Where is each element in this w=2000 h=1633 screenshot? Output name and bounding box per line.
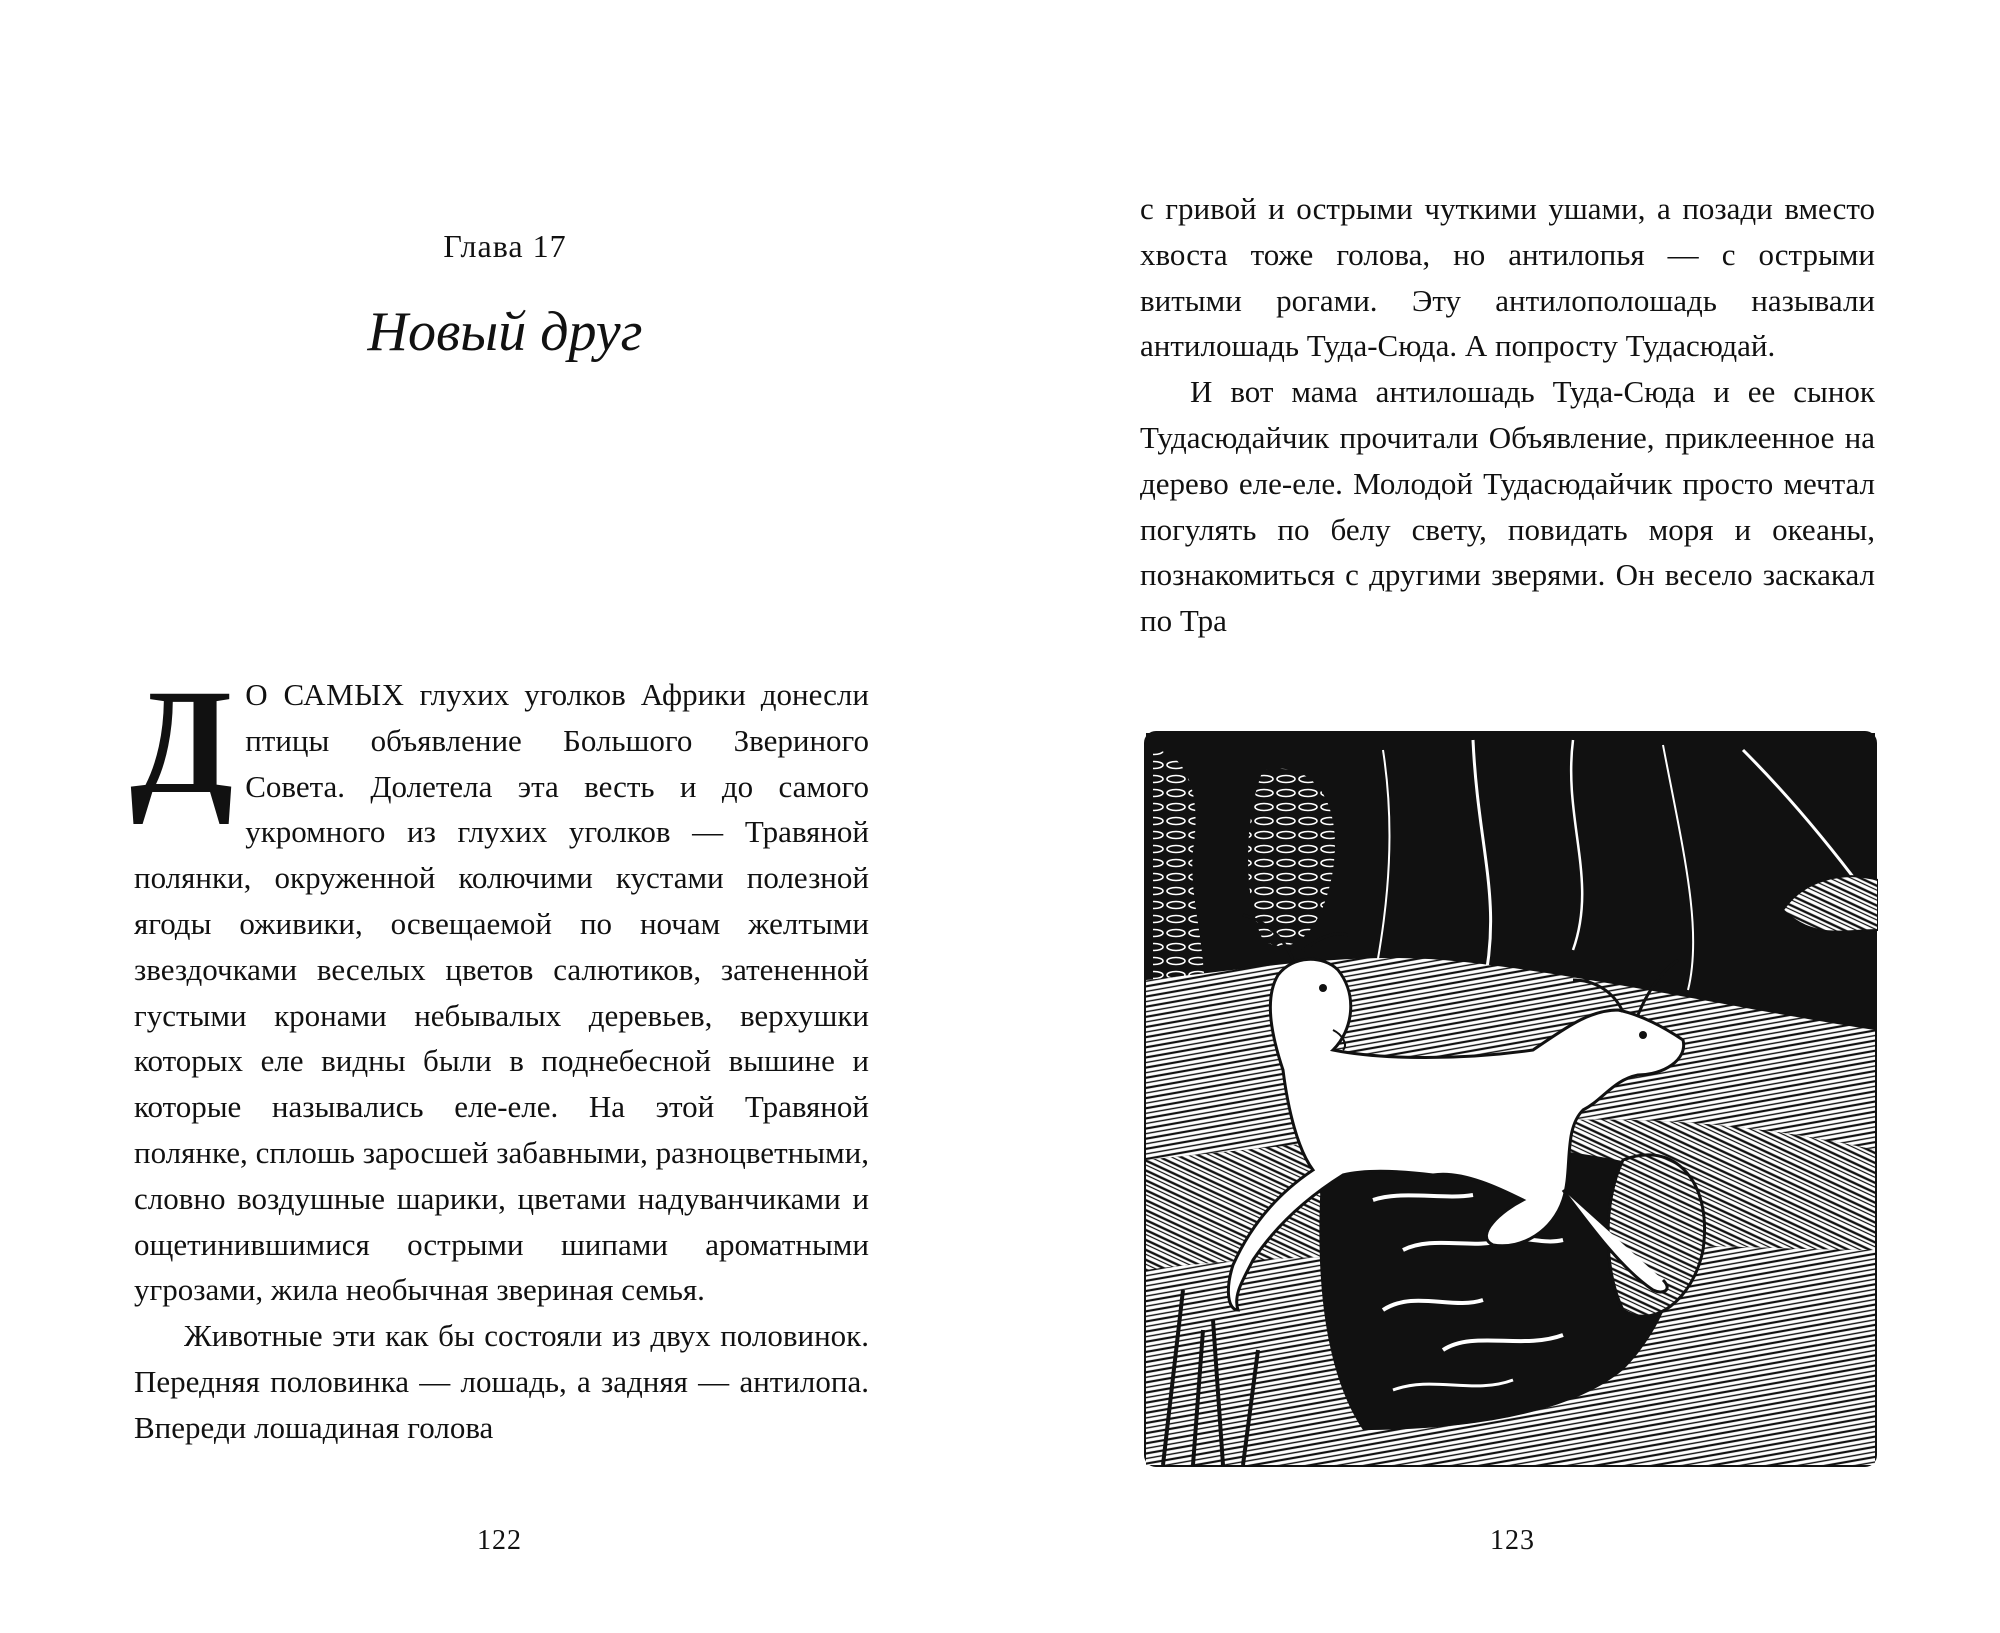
- chapter-label: Глава 17: [443, 228, 567, 264]
- paragraph-1-text: глухих уголков Африки донесли птицы объявление Большого Звериного Совета. Долетела эта весть и до самого укромного из глухих уголков — Травяной полянки, окруженной колючими кустами полезной ягоды оживики, освещаемой по ночам желтыми звездочками веселых цветов салютиков, затененной густыми кронами небывалых деревьев, верхушки которых еле видны были в поднебесной вышине и которые назывались еле-еле. На этой Травяной полянке, сплошь заросшей забавными, разноцветными, словно воздушные шарики, цветами надуванчиками и ощетинившимися острыми шипами ароматными угрозами, жила необычная звериная семья.: [134, 677, 869, 1308]
- paragraph-1: [130, 659, 869, 1313]
- right-page: [1000, 0, 2000, 1633]
- page-number-left: 122: [477, 1525, 522, 1556]
- drop-cap: Д: [130, 659, 234, 825]
- paragraph-2: Животные эти как бы состояли из двух половинок. Передняя половинка — лошадь, а задняя — антилопа. Впереди лошадиная голова: [134, 1318, 869, 1445]
- paragraph-4: И вот мама антилошадь Туда-Сюда и ее сынок Тудасюдайчик прочитали Объявление, приклеенное на дерево еле-еле. Молодой Тудасюдайчик просто мечтал погулять по белу свету, повидать моря и океаны, познакомиться с другими зверями. Он весело заскакал по Тра: [1140, 374, 1875, 639]
- left-page-text: [130, 659, 869, 1451]
- antelope-horse-illustration: [1143, 730, 1878, 1468]
- chapter-title: Новый друг: [367, 301, 643, 363]
- opening-small-caps: О САМЫХ: [245, 677, 405, 712]
- paragraph-3: с гривой и острыми чуткими ушами, а позади вместо хвоста тоже голова, но антилопья — с острыми витыми рогами. Эту антилополошадь называли антилошадь Туда-Сюда. А попросту Тудасюдай.: [1140, 191, 1875, 364]
- right-page-text: [1140, 186, 1875, 644]
- page-number-right: 123: [1490, 1525, 1535, 1556]
